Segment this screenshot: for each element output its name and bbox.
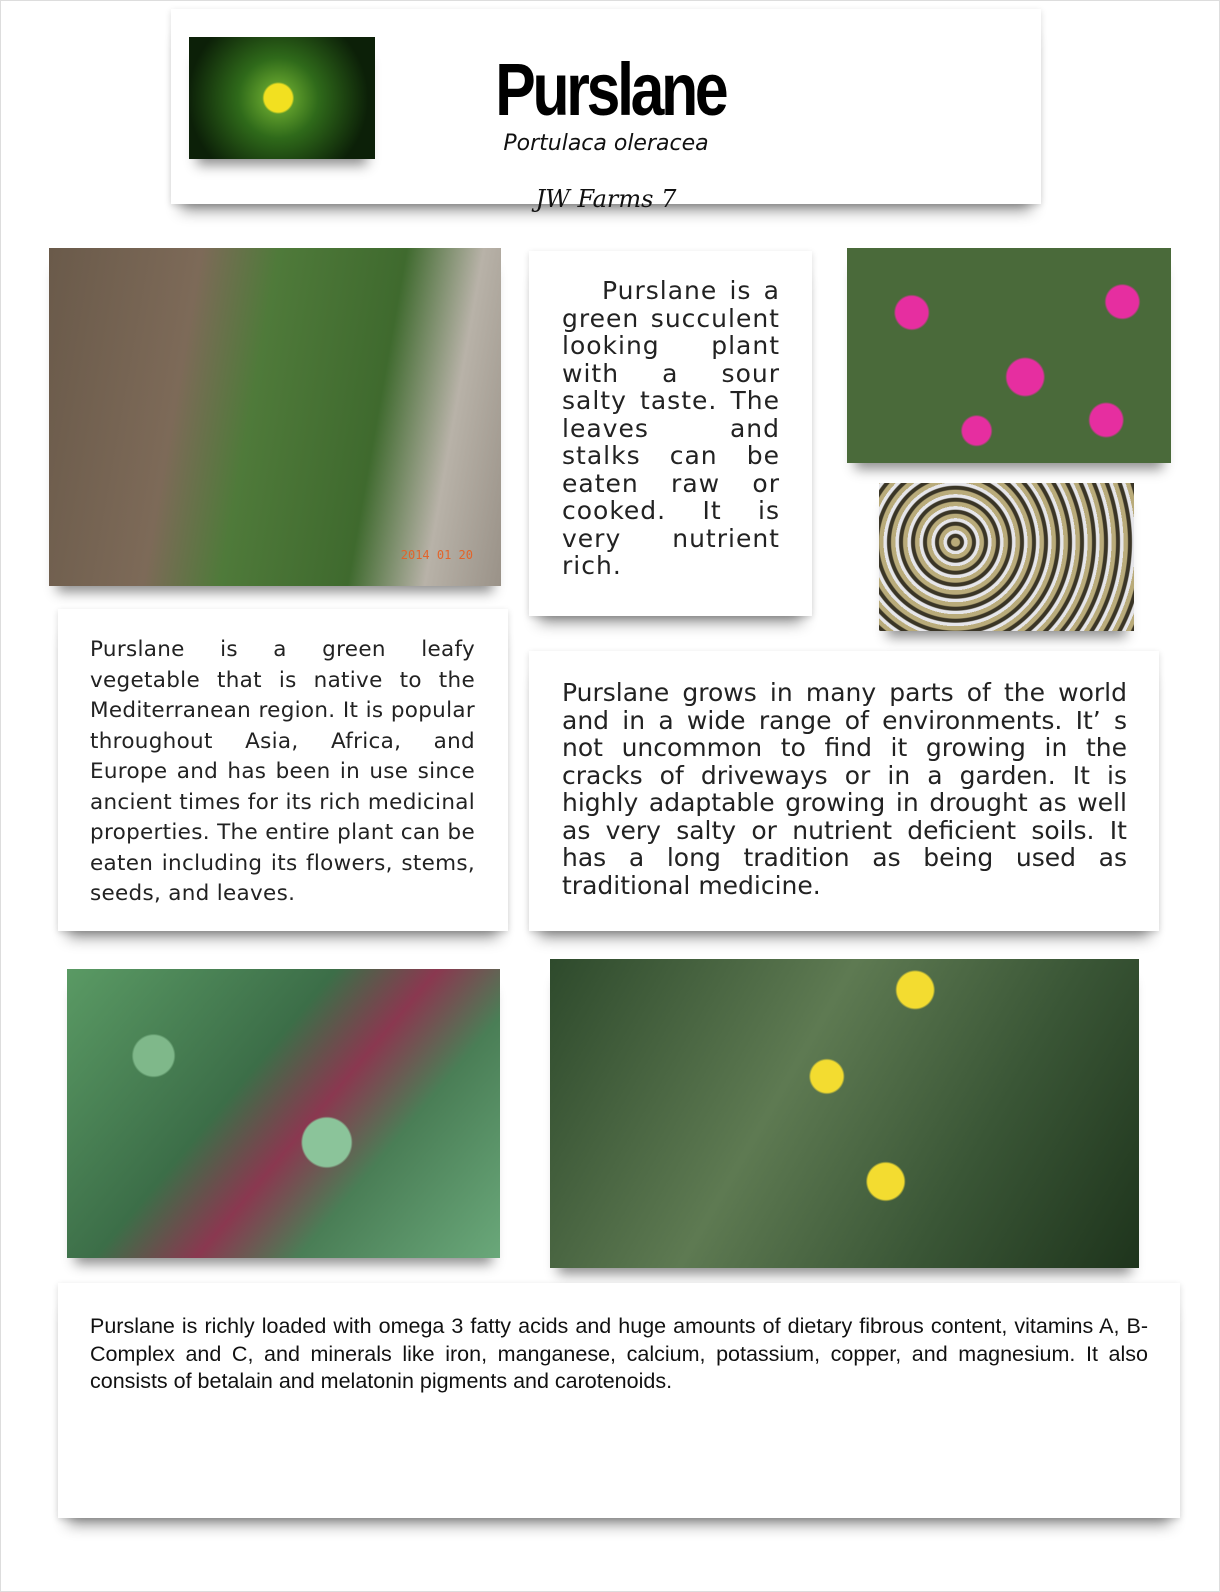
header-card xyxy=(171,9,1041,213)
author-signature: JW Farms 7 xyxy=(535,185,677,213)
header-flower-photo xyxy=(189,37,375,159)
page-title: Purslane xyxy=(495,48,726,131)
origin-card xyxy=(58,609,508,931)
nutrition-text: Purslane is richly loaded with omega 3 fatty acids and huge amounts of dietary fibrous content, vitamins A, B-Complex and C, and minerals like iron, manganese, calcium, potassium, copper, and magnesium. It also consists of betalain and melatonin pigments and carotenoids. xyxy=(90,1314,1148,1393)
origin-text: Purslane is a green leafy vegetable that is native to the Mediterranean region. It is popular throughout Asia, Africa, and Europe and has been in use since ancient times for its rich medicinal properties. The entire plant can be eaten including its flowers, stems, seeds, and leaves. xyxy=(90,637,475,906)
growth-card xyxy=(529,651,1159,931)
growth-text: Purslane grows in many parts of the world and in a wide range of environments. It’ s not uncommon to find it growing in the cracks of driveways or in a garden. It is highly adaptable growing in drought as well as very salty or nutrient deficient soils. It has a long tradition as being used as traditional medicine. xyxy=(562,678,1127,900)
pink-flowers-photo xyxy=(847,248,1171,463)
ground-purslane-photo xyxy=(49,248,501,586)
scientific-name: Portulaca oleracea xyxy=(503,131,709,156)
nutrition-card xyxy=(58,1283,1180,1518)
short-description-card xyxy=(529,251,812,616)
short-description-text: Purslane is a green succulent looking plant with a sour salty taste. The leaves and stalks can be eaten raw or cooked. It is very nutrient rich. xyxy=(562,276,780,580)
yellow-flower-purslane-photo xyxy=(550,959,1139,1268)
seeds-photo xyxy=(879,483,1134,631)
red-stem-purslane-photo xyxy=(67,969,500,1258)
photo-date-stamp: 2014 01 20 xyxy=(400,548,473,562)
